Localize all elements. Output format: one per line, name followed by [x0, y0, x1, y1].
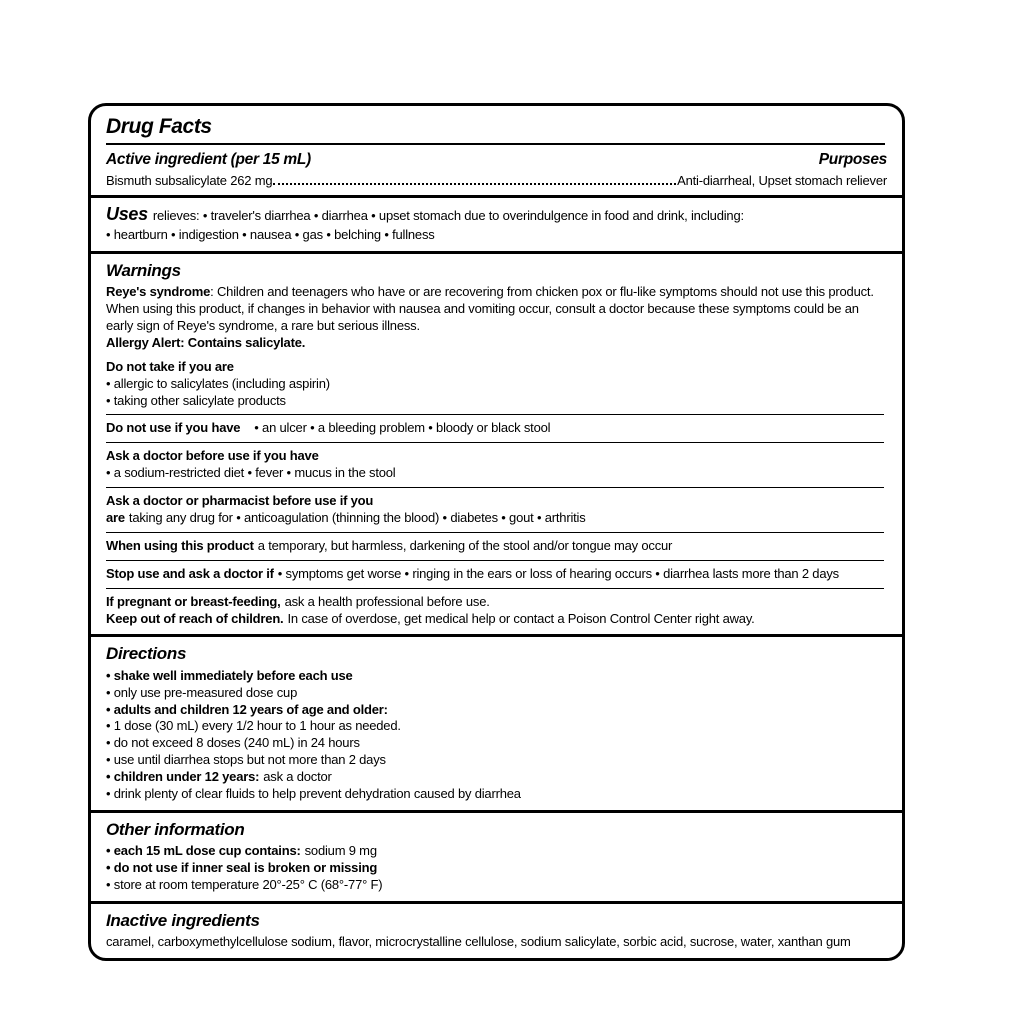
do-not-take-item: • taking other salicylate products: [106, 392, 286, 408]
directions-heading: Directions: [106, 644, 187, 664]
directions-item: [106, 786, 887, 803]
purposes-heading: Purposes: [818, 151, 887, 169]
section-inactive-ingredients: [91, 901, 902, 958]
directions-item-text: • 1 dose (30 mL) every 1/2 hour to 1 hour as needed.: [106, 718, 401, 734]
directions-item-bold: • children under 12 years:: [106, 769, 260, 785]
title-divider: [106, 143, 885, 145]
divider: [106, 532, 884, 533]
divider: [106, 487, 884, 488]
directions-item-text: ask a doctor: [263, 769, 332, 785]
keep-out-line: [106, 611, 887, 628]
drug-facts-label: [88, 103, 905, 961]
page-title: Drug Facts: [106, 115, 212, 138]
divider: [106, 560, 884, 561]
directions-item: [106, 668, 887, 685]
ask-pharmacist-text: taking any drug for • anticoagulation (thinning the blood) • diabetes • gout • arthritis: [128, 510, 586, 526]
directions-item-bold: • adults and children 12 years of age and older:: [106, 701, 388, 717]
directions-item: [106, 769, 887, 786]
ingredient-purpose: Anti-diarrheal, Upset stomach reliever: [677, 173, 887, 189]
section-warnings: [91, 251, 902, 635]
section-other-information: [91, 810, 902, 901]
ask-pharmacist-lead: are: [106, 510, 125, 526]
reyes-syndrome-lead: Reye's syndrome: [106, 284, 211, 300]
uses-heading: Uses: [106, 204, 148, 225]
pregnant-line: [106, 594, 887, 611]
directions-item-text: • only use pre-measured dose cup: [106, 684, 298, 700]
other-information-item-text: • store at room temperature 20°-25° C (68°-77° F): [106, 876, 383, 892]
directions-item-bold: • shake well immediately before each use: [106, 667, 353, 683]
other-information-item-bold: • do not use if inner seal is broken or missing: [106, 860, 378, 875]
allergy-alert: Allergy Alert: Contains salicylate.: [106, 334, 306, 350]
ingredient-line: [106, 173, 887, 188]
stop-use-text: • symptoms get worse • ringing in the ears or loss of hearing occurs • diarrhea lasts more than 2 days: [277, 565, 839, 581]
directions-item: [106, 718, 887, 735]
other-information-item: [106, 877, 887, 894]
other-information-item-text: sodium 9 mg: [304, 843, 377, 859]
reyes-syndrome-text: : Children and teenagers who have or are recovering from chicken pox or flu-like symptoms should not use this product. When using this product, if changes in behavior with nausea and vomiting occur, consult a doctor because these symptoms could be an early sign of Reye's syndrome, a rare but serious illness.: [106, 284, 874, 334]
uses-line1-text: relieves: • traveler's diarrhea • diarrhea • upset stomach due to overindulgence in food and drink, including:: [152, 208, 744, 224]
ask-pharmacist-heading: Ask a doctor or pharmacist before use if you: [106, 493, 374, 509]
ask-doctor-heading: Ask a doctor before use if you have: [106, 448, 319, 464]
do-not-use-text: • an ulcer • a bleeding problem • bloody or black stool: [254, 420, 551, 436]
do-not-use-lead: Do not use if you have: [106, 420, 241, 436]
divider: [106, 442, 884, 443]
pregnant-text: ask a health professional before use.: [284, 593, 490, 609]
ingredient-name: Bismuth subsalicylate 262 mg: [106, 173, 273, 189]
stop-use-line: [106, 566, 887, 583]
do-not-use-line: [106, 420, 887, 437]
when-using-lead: When using this product: [106, 537, 254, 553]
directions-item-text: • drink plenty of clear fluids to help prevent dehydration caused by diarrhea: [106, 785, 521, 801]
inactive-ingredients-heading: Inactive ingredients: [106, 910, 260, 930]
section-directions: [91, 634, 902, 809]
active-ingredient-heading: Active ingredient (per 15 mL): [106, 151, 311, 169]
section-header: [91, 106, 902, 195]
ask-pharmacist-line: [106, 510, 887, 527]
uses-line1: [106, 202, 887, 226]
directions-item: [106, 735, 887, 752]
pregnant-lead: If pregnant or breast-feeding,: [106, 593, 281, 609]
directions-item-text: • use until diarrhea stops but not more than 2 days: [106, 752, 386, 768]
directions-item: [106, 685, 887, 702]
divider: [106, 588, 884, 589]
directions-item: [106, 752, 887, 769]
uses-line2: • heartburn • indigestion • nausea • gas • belching • fullness: [106, 227, 435, 243]
dot-leader: [273, 183, 676, 185]
directions-item-text: • do not exceed 8 doses (240 mL) in 24 hours: [106, 735, 360, 751]
do-not-take-heading: Do not take if you are: [106, 358, 234, 374]
section-uses: [91, 195, 902, 251]
when-using-line: [106, 538, 887, 555]
divider: [106, 414, 884, 415]
directions-item: [106, 702, 887, 719]
other-information-item: [106, 860, 887, 877]
inactive-ingredients-text: caramel, carboxymethylcellulose sodium, flavor, microcrystalline cellulose, sodium salicylate, sorbic acid, sucrose, water, xanthan gum: [106, 934, 851, 950]
keep-out-lead: Keep out of reach of children.: [106, 610, 284, 626]
when-using-text: a temporary, but harmless, darkening of the stool and/or tongue may occur: [257, 537, 673, 553]
do-not-take-item: • allergic to salicylates (including aspirin): [106, 375, 330, 391]
other-information-item: [106, 843, 887, 860]
active-ingredient-row: [106, 151, 887, 169]
warnings-heading: Warnings: [106, 260, 181, 280]
other-information-heading: Other information: [106, 819, 245, 839]
other-information-item-bold: • each 15 mL dose cup contains:: [106, 843, 301, 859]
ask-doctor-text: • a sodium-restricted diet • fever • mucus in the stool: [106, 465, 396, 481]
keep-out-text: In case of overdose, get medical help or contact a Poison Control Center right away.: [287, 610, 755, 626]
reyes-syndrome-paragraph: [106, 284, 887, 335]
stop-use-lead: Stop use and ask a doctor if: [106, 565, 274, 581]
